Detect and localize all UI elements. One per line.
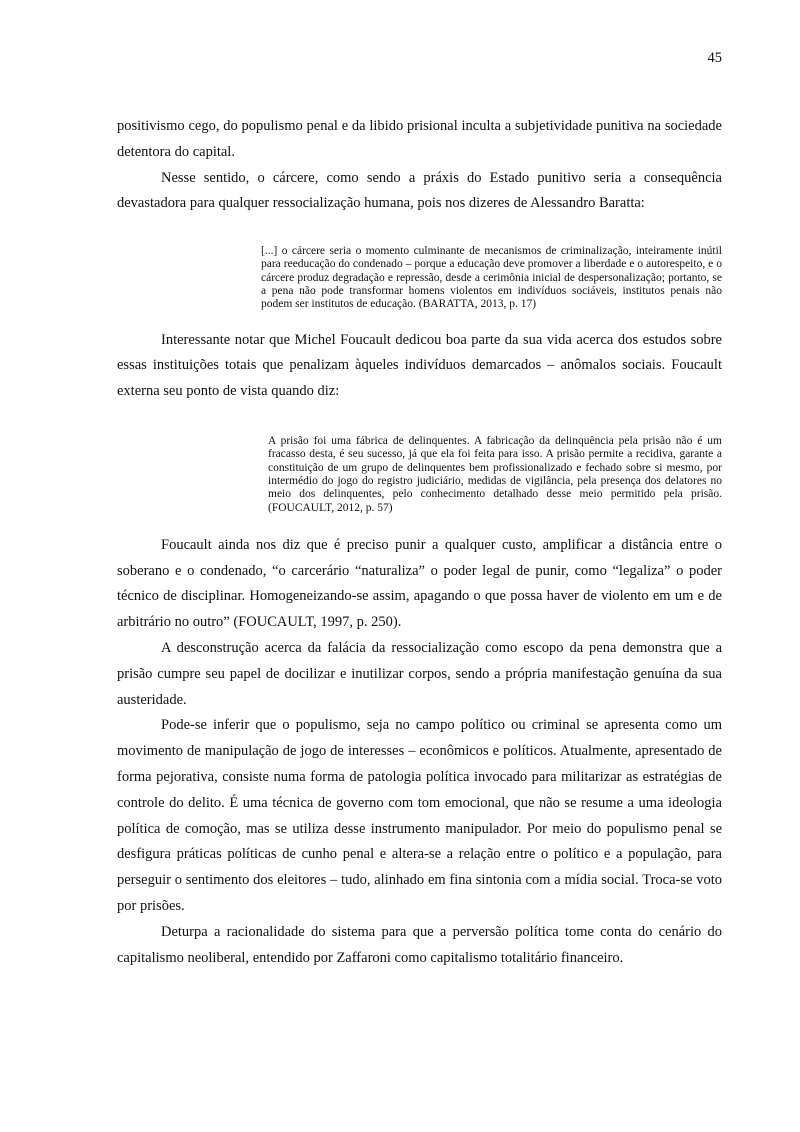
paragraph-foucault-intro: Interessante notar que Michel Foucault dedicou boa parte da sua vida acerca dos estudos sobre essas instituições totais que penalizam àqueles indivíduos demarcados – anômalos sociais. Foucault externa seu ponto de vista quando diz: bbox=[117, 331, 722, 400]
paragraph-foucault-punish: Foucault ainda nos diz que é preciso punir a qualquer custo, amplificar a distância entre o soberano e o condenado, “o carcerário “naturaliza” o poder legal de punir, como “legaliza” o poder técnico de disciplinar. Homogeneizando-se assim, apagando o que possa haver de violento em um e de arbitrário no outro” (FOUCAULT, 1997, p. 250). bbox=[117, 536, 722, 631]
paragraph-baratta-intro: Nesse sentido, o cárcere, como sendo a práxis do Estado punitivo seria a consequência devastadora para qualquer ressocialização humana, pois nos dizeres de Alessandro Baratta: bbox=[117, 169, 722, 212]
paragraph-populism: Pode-se inferir que o populismo, seja no campo político ou criminal se apresenta como um movimento de manipulação de jogo de interesses – econômicos e políticos. Atualmente, apresentado de forma pejorativa, consiste numa forma de patologia política invocado para militarizar as estratégias de controle do delito. É uma técnica de governo com tom emocional, que não se resume a uma ideologia política de comoção, mas se utiliza desse instrumento manipulador. Por meio do populismo penal se desfigura práticas políticas de cunho penal e altera-se a relação entre o político e a população, para perseguir o sentimento dos eleitores – tudo, alinhado em fina sintonia com a mídia social. Troca-se voto por prisões. bbox=[117, 717, 722, 914]
paragraph-deconstruction: A desconstrução acerca da falácia da ressocialização como escopo da pena demonstra que a prisão cumpre seu papel de docilizar e inutilizar corpos, sendo a própria manifestação genuína da sua austeridade. bbox=[117, 640, 722, 708]
page-body bbox=[117, 114, 722, 971]
page-number: 45 bbox=[707, 50, 722, 66]
block-quote-foucault: A prisão foi uma fábrica de delinquentes. A fabricação da delinquência pela prisão não é um fracasso desta, é seu sucesso, já que ela foi feita para isso. A prisão permite a recidiva, garante a constituição de um grupo de delinquentes bem profissionalizado e fechado sobre si mesmo, por intermédio do jogo do registro judiciário, medidas de vigilância, pela presença dos delatores no meio dos delinquentes, pelo conhecimento detalhado desse meio permitido pela prisão. (FOUCAULT, 2012, p. 57) bbox=[268, 435, 722, 514]
paragraph-rationality: Deturpa a racionalidade do sistema para que a perversão política tome conta do cenário do capitalismo neoliberal, entendido por Zaffaroni como capitalismo totalitário financeiro. bbox=[117, 923, 722, 966]
paragraph-continuation: positivismo cego, do populismo penal e da libido prisional inculta a subjetividade punitiva na sociedade detentora do capital. bbox=[117, 118, 722, 160]
block-quote-baratta: [...] o cárcere seria o momento culminante de mecanismos de criminalização, inteiramente inútil para reeducação do condenado – porque a educação deve promover a liberdade e o autorespeito, e o cárcere produz degradação e repressão, desde a cerimônia inicial de despersonalização; portanto, se a pena não pode transformar homens violentos em indivíduos sociáveis, institutos penais não podem ser institutos de educação. (BARATTA, 2013, p. 17) bbox=[261, 245, 722, 311]
